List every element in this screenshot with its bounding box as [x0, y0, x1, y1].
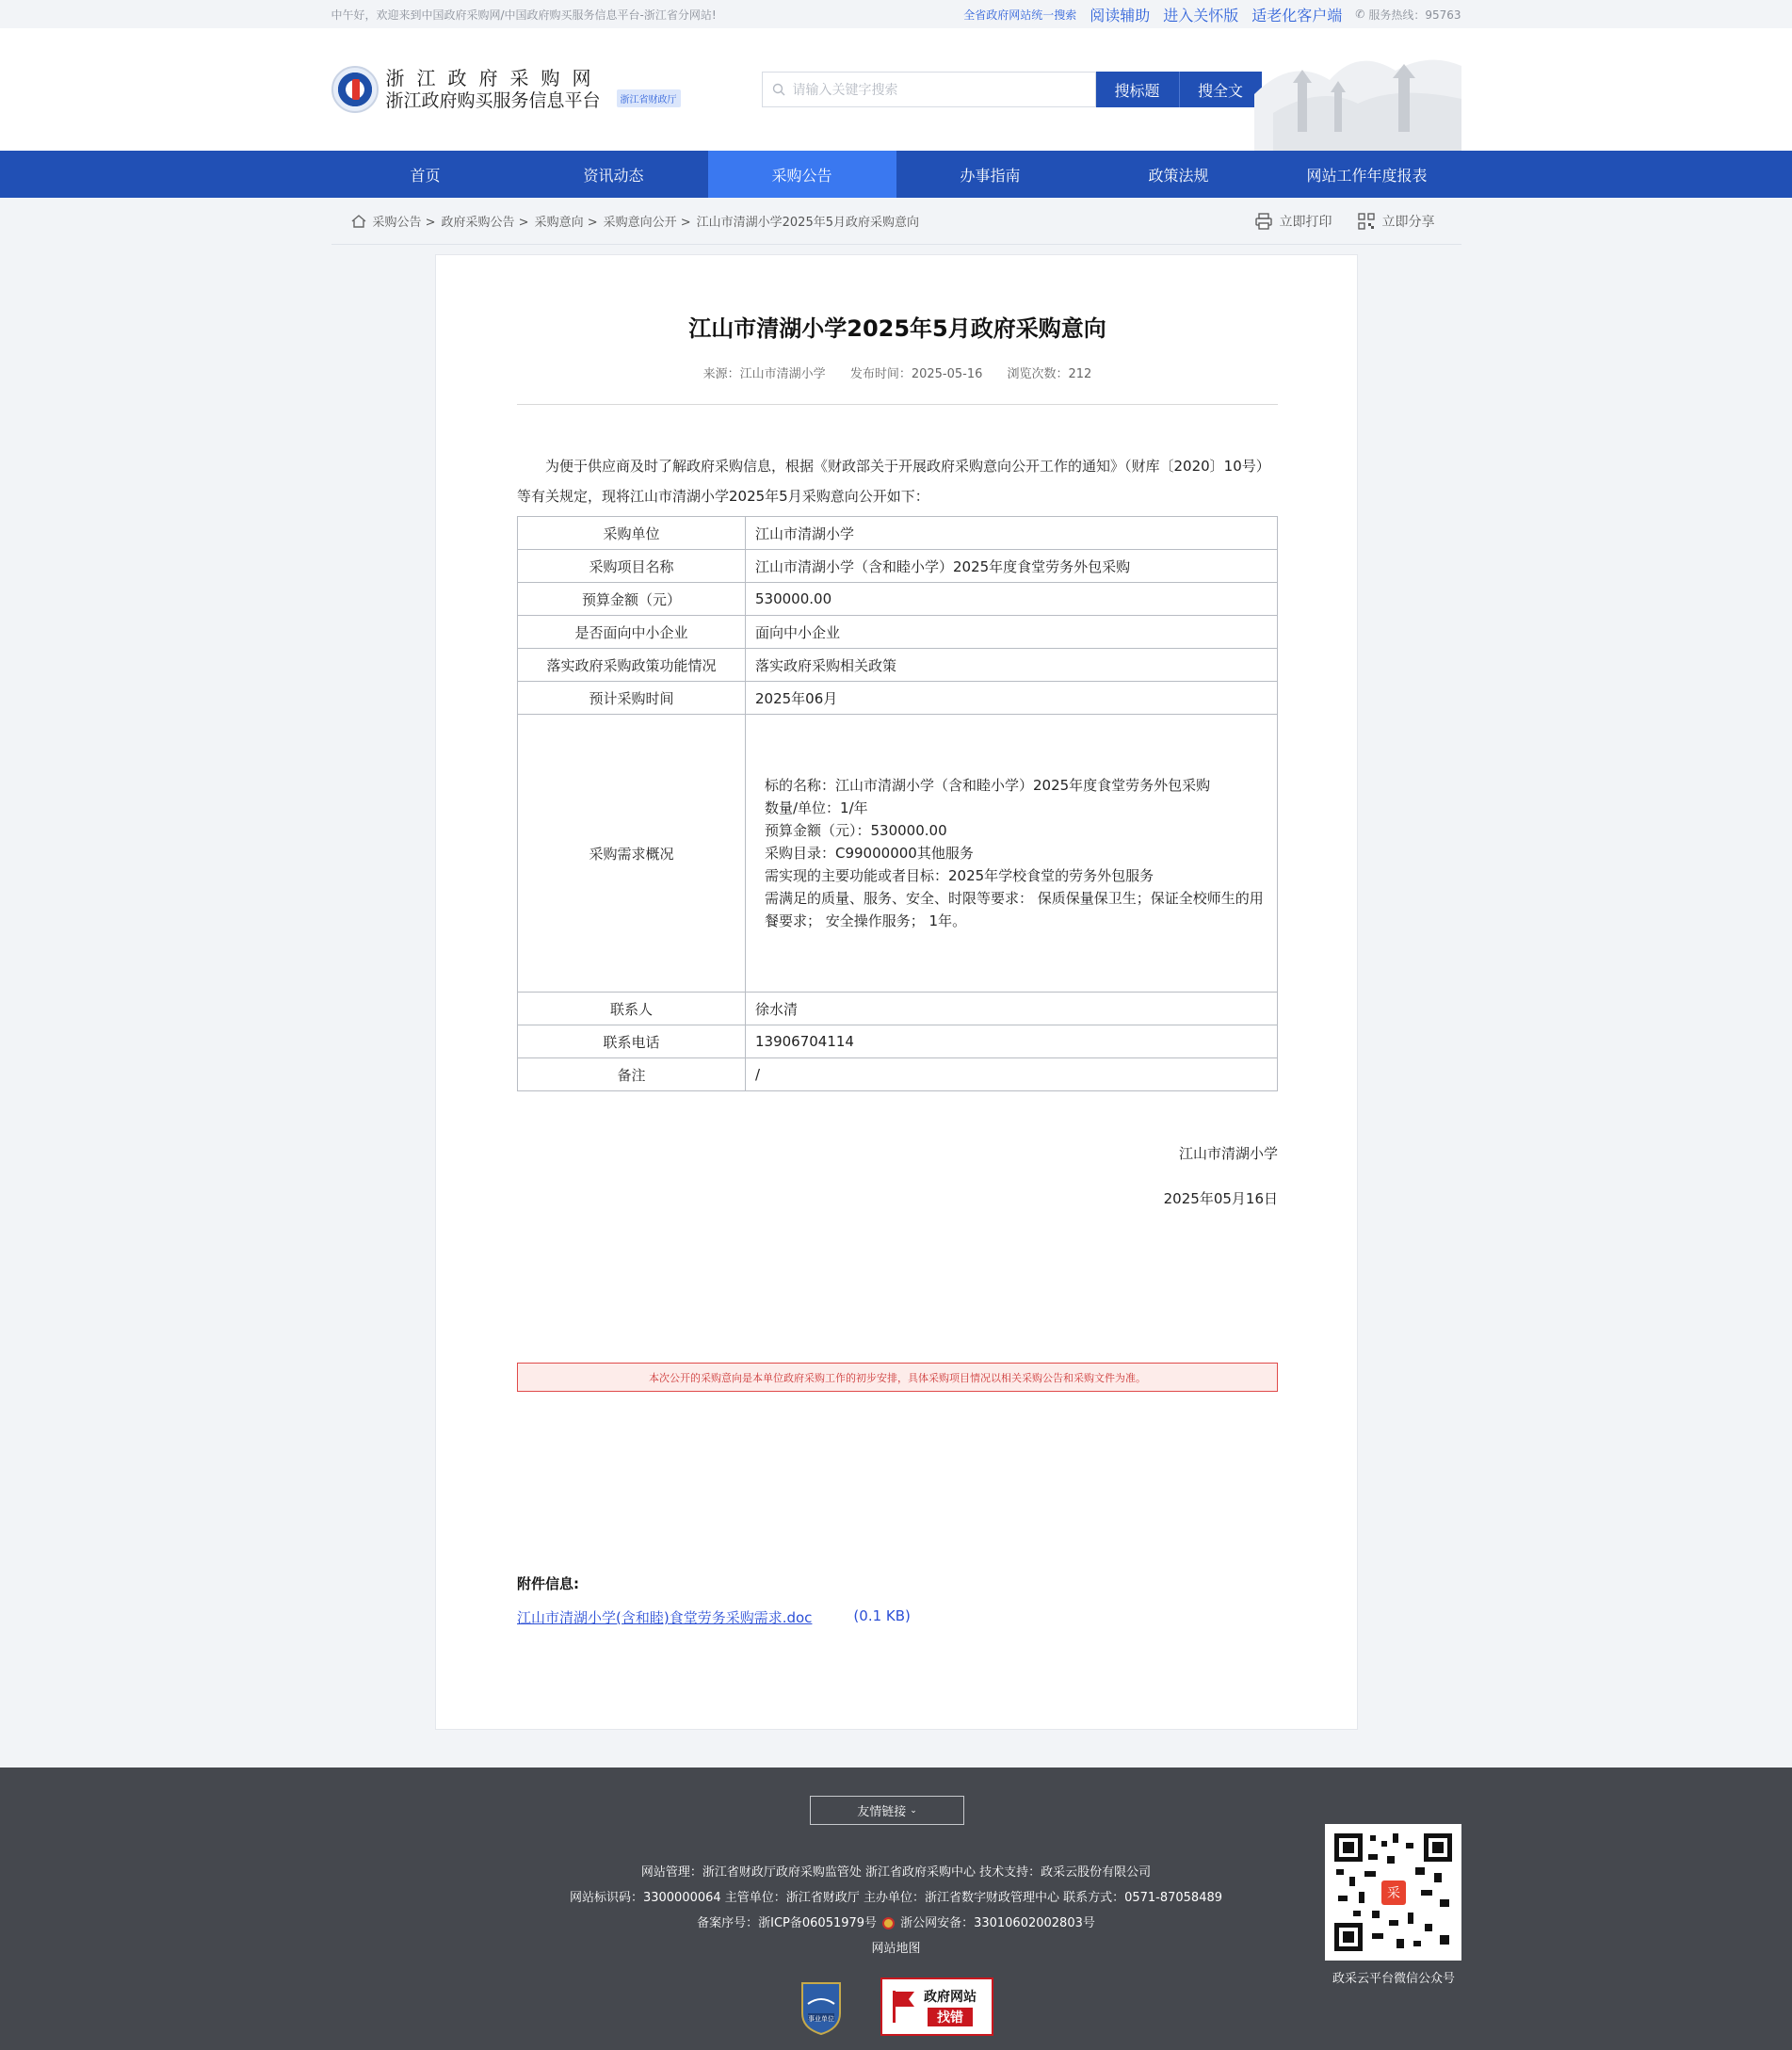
- requirement-line: 数量/单位：1/年: [765, 799, 868, 816]
- share-button[interactable]: [1357, 212, 1435, 231]
- print-button[interactable]: [1254, 212, 1332, 231]
- row-label: 是否面向中小企业: [518, 616, 746, 649]
- row-value: 徐水清: [746, 993, 1278, 1025]
- site-header: [0, 28, 1792, 151]
- row-label: 采购项目名称: [518, 550, 746, 583]
- badge2-line1: 政府网站: [924, 1990, 977, 2005]
- sitemap-link[interactable]: 网站地图: [871, 1942, 921, 1956]
- welcome-text: 中午好，欢迎来到中国政府采购网/中国政府购买服务信息平台-浙江省分网站!: [331, 8, 717, 22]
- shield-icon: [799, 1979, 844, 2036]
- qr-label: 政采云平台微信公众号: [1332, 1972, 1455, 1986]
- row-value: 13906704114: [746, 1025, 1278, 1058]
- table-row: [518, 583, 1278, 616]
- row-value: 面向中小企业: [746, 616, 1278, 649]
- signature-date: 2025年05月16日: [1163, 1190, 1278, 1207]
- search-title-button[interactable]: 搜标题: [1096, 72, 1179, 107]
- search-input[interactable]: [762, 72, 1096, 107]
- nav-home[interactable]: 首页: [410, 166, 441, 185]
- global-search-link[interactable]: 全省政府网站统一搜索: [963, 8, 1077, 22]
- main-nav: [0, 151, 1792, 198]
- attachment-size: (0.1 KB): [853, 1607, 911, 1624]
- row-value: 530000.00: [746, 583, 1278, 616]
- article-publish-time: 发布时间：2025-05-16: [849, 367, 983, 381]
- site-logo[interactable]: [331, 66, 681, 113]
- signature-org: 江山市清湖小学: [1178, 1145, 1278, 1162]
- article-card: [435, 254, 1358, 1730]
- table-row: [518, 1058, 1278, 1091]
- site-footer: [0, 1768, 1792, 2050]
- print-label: 立即打印: [1279, 214, 1332, 230]
- care-version-link[interactable]: 进入关怀版: [1163, 6, 1239, 24]
- requirement-line: 采购目录：C99000000其他服务: [765, 845, 974, 862]
- logo-emblem-icon: [331, 66, 379, 113]
- landscape-pagoda-decoration: [1254, 28, 1461, 151]
- requirements-cell: [746, 715, 1278, 993]
- chevron-down-icon: ⌄: [910, 1805, 917, 1816]
- top-strip: [0, 0, 1792, 28]
- friend-links-dropdown[interactable]: [810, 1796, 964, 1825]
- search-placeholder: 请输入关键字搜索: [792, 83, 898, 98]
- breadcrumb-current: 江山市清湖小学2025年5月政府采购意向: [696, 216, 919, 230]
- disclaimer-notice: 本次公开的采购意向是本单位政府采购工作的初步安排，具体采购项目情况以相关采购公告和采购文件为准。: [517, 1363, 1278, 1392]
- table-row: [518, 649, 1278, 682]
- attachment-link[interactable]: 江山市清湖小学(含和睦)食堂劳务采购需求.doc: [517, 1609, 813, 1626]
- table-row: [518, 517, 1278, 550]
- printer-icon: [1254, 212, 1273, 231]
- home-icon[interactable]: [350, 214, 367, 229]
- row-value: 江山市清湖小学: [746, 517, 1278, 550]
- hotline-text: 服务热线：95763: [1368, 8, 1461, 22]
- reading-assist-link[interactable]: 阅读辅助: [1090, 6, 1151, 24]
- badge2-line2: 找错: [928, 2008, 973, 2026]
- row-label: 联系电话: [518, 1025, 746, 1058]
- procurement-intent-table: [517, 516, 1278, 1091]
- row-value: 江山市清湖小学（含和睦小学）2025年度食堂劳务外包采购: [746, 550, 1278, 583]
- article-meta: [517, 363, 1278, 381]
- wechat-qr-code: [1325, 1824, 1461, 1961]
- requirement-line: 预算金额（元）：530000.00: [765, 822, 947, 839]
- article-title: 江山市清湖小学2025年5月政府采购意向: [688, 315, 1106, 342]
- search-fulltext-button[interactable]: 搜全文: [1179, 72, 1262, 107]
- search-icon: [772, 83, 785, 96]
- friend-links-label: 友情链接: [857, 1805, 907, 1819]
- breadcrumb-bar: [0, 198, 1792, 245]
- share-label: 立即分享: [1381, 214, 1435, 230]
- attachment-row: [517, 1607, 911, 1627]
- table-row: [518, 616, 1278, 649]
- nav-annual-report[interactable]: 网站工作年度报表: [1306, 166, 1428, 185]
- article-views: 浏览次数：212: [1007, 367, 1092, 381]
- row-value: /: [746, 1058, 1278, 1091]
- qr-code-image: [1331, 1830, 1456, 1955]
- nav-news[interactable]: 资讯动态: [583, 166, 644, 185]
- row-value: 2025年06月: [746, 682, 1278, 715]
- requirement-line: 需满足的质量、服务、安全、时限等要求： 保质保量保卫生；保证全校师生的用餐要求； 安全操作服务； 1年。: [765, 890, 1264, 929]
- nav-policies[interactable]: 政策法规: [1148, 166, 1209, 185]
- footer-site-id: 网站标识码：3300000064 主管单位：浙江省财政厅 主办单位：浙江省数字财政管理中心 联系方式：0571-87058489: [569, 1891, 1223, 1905]
- breadcrumb-item[interactable]: 采购意向公开 >: [603, 216, 691, 230]
- police-badge-icon: [882, 1917, 895, 1929]
- hotline: [1355, 7, 1461, 23]
- requirement-line: 需实现的主要功能或者目标：2025年学校食堂的劳务外包服务: [765, 867, 1154, 884]
- flag-icon: [890, 1988, 918, 2026]
- svg-text:采: 采: [1387, 1886, 1400, 1901]
- qr-code-icon: [1357, 212, 1376, 231]
- phone-icon: ✆: [1355, 8, 1365, 21]
- footer-info: [0, 1860, 1792, 1961]
- breadcrumb-item[interactable]: 政府采购公告 >: [441, 216, 529, 230]
- row-label: 落实政府采购政策功能情况: [518, 649, 746, 682]
- row-label: 预计采购时间: [518, 682, 746, 715]
- table-row: [518, 550, 1278, 583]
- search-bar: [762, 72, 1262, 107]
- attachment-heading: 附件信息:: [517, 1575, 579, 1592]
- table-row: [518, 993, 1278, 1025]
- divider: [517, 404, 1278, 405]
- requirement-line: 标的名称：江山市清湖小学（含和睦小学）2025年度食堂劳务外包采购: [765, 777, 1211, 794]
- gov-site-report-error-badge[interactable]: [880, 1977, 993, 2036]
- row-label: 备注: [518, 1058, 746, 1091]
- article-intro: 为便于供应商及时了解政府采购信息，根据《财政部关于开展政府采购意向公开工作的通知》（财库〔2020〕10号）等有关规定，现将江山市清湖小学2025年5月采购意向公开如下：: [517, 458, 1270, 505]
- public-institution-badge[interactable]: [799, 1979, 844, 2036]
- article-source: 来源：江山市清湖小学: [702, 367, 826, 381]
- badge1-label: 事业单位: [808, 2015, 834, 2023]
- breadcrumb-item[interactable]: 采购公告 >: [372, 216, 436, 230]
- table-row: [518, 682, 1278, 715]
- logo-subtitle: 浙江政府购买服务信息平台: [385, 90, 601, 111]
- table-row: [518, 1025, 1278, 1058]
- row-label: 联系人: [518, 993, 746, 1025]
- row-label: 预算金额（元）: [518, 583, 746, 616]
- row-value: 落实政府采购相关政策: [746, 649, 1278, 682]
- elderly-client-link[interactable]: 适老化客户端: [1251, 6, 1343, 24]
- logo-title: 浙江政府采购网: [385, 67, 604, 89]
- public-security-link[interactable]: 浙公网安备：33010602002803号: [900, 1916, 1095, 1930]
- breadcrumb: [331, 212, 919, 230]
- nav-guide[interactable]: 办事指南: [960, 166, 1021, 185]
- logo-tag: 浙江省财政厅: [617, 89, 681, 107]
- footer-management: 网站管理：浙江省财政厅政府采购监管处 浙江省政府采购中心 技术支持：政采云股份有限公司: [640, 1865, 1152, 1880]
- breadcrumb-item[interactable]: 采购意向 >: [534, 216, 598, 230]
- nav-procurement-notices[interactable]: 采购公告: [708, 151, 896, 198]
- row-label: 采购单位: [518, 517, 746, 550]
- row-label: 采购需求概况: [518, 715, 746, 993]
- table-row-requirements: [518, 715, 1278, 993]
- icp-link[interactable]: 备案序号：浙ICP备06051979号: [697, 1916, 878, 1930]
